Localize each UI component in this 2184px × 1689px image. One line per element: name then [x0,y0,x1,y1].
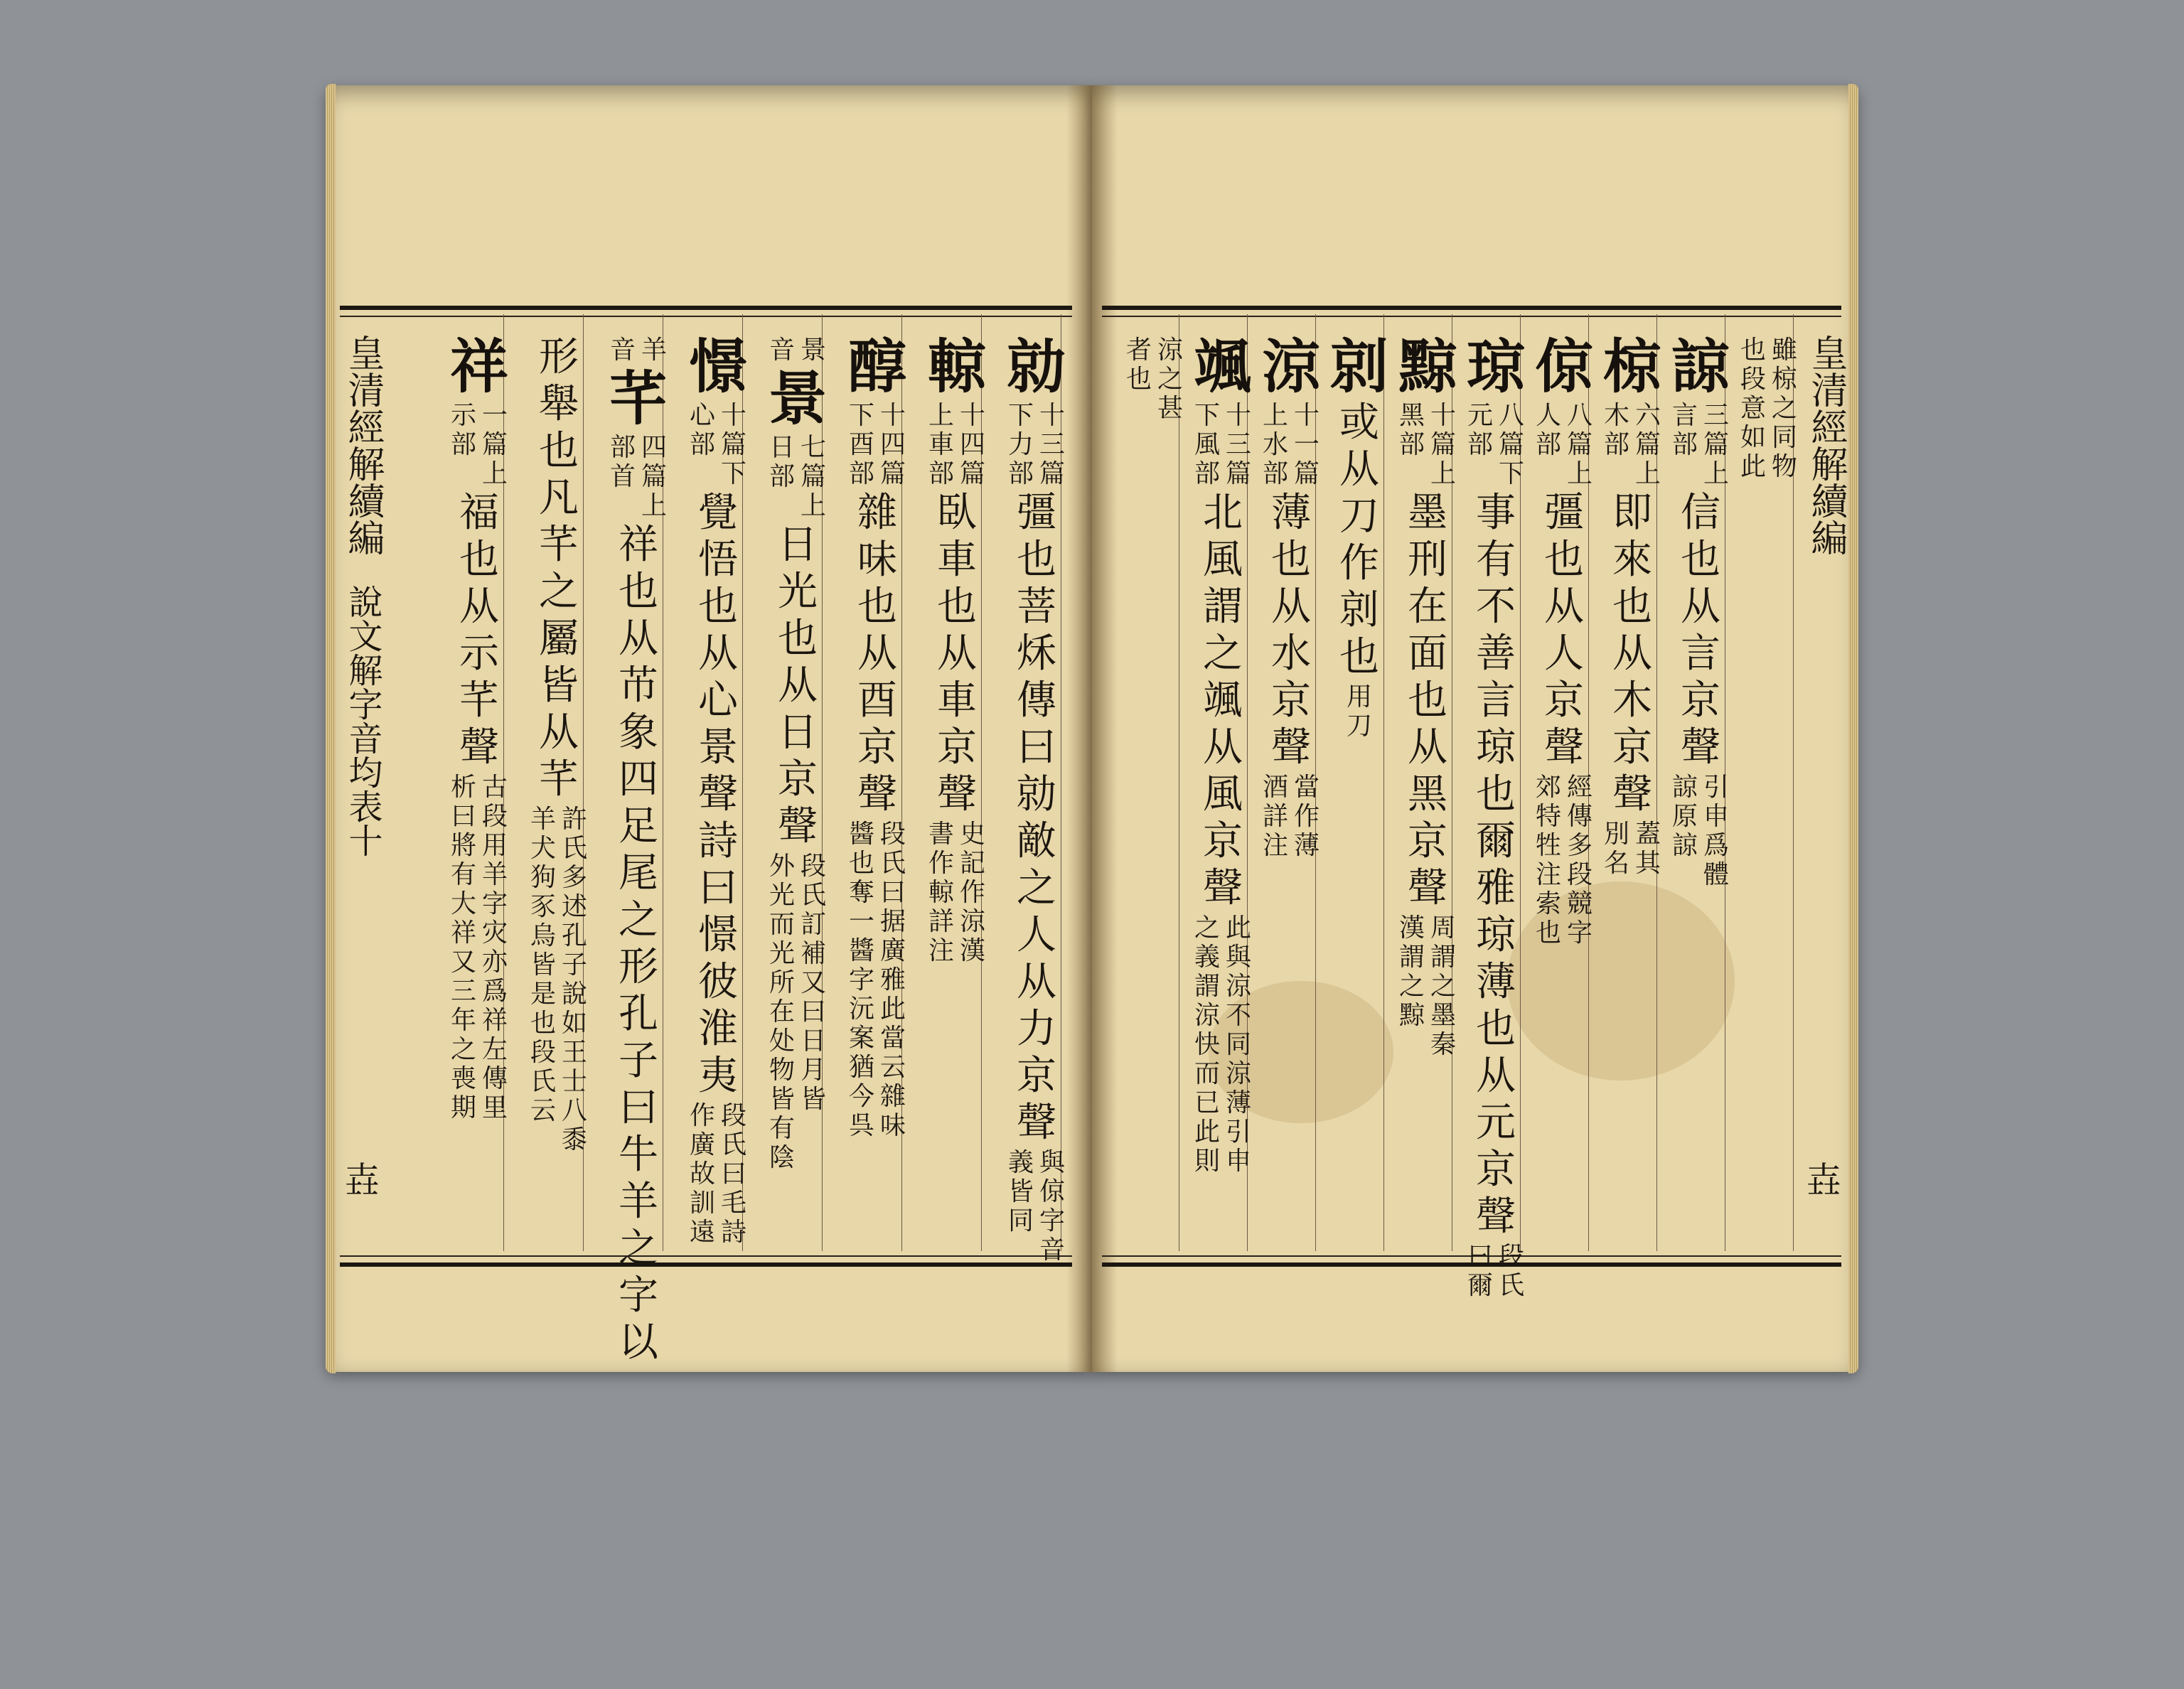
annotation-line: 涼之甚 [1157,336,1183,423]
annotation [609,336,668,365]
annotation [1007,401,1066,488]
left-running-head [343,334,382,857]
annotation-line: 蓋其 [1634,820,1661,878]
left-fore-edge [326,84,336,1373]
entry-character: 涼 [1261,333,1320,401]
entry-character: 醇 [847,333,906,401]
annotation [1261,401,1321,488]
entry-character: 勍 [1007,333,1066,401]
entry-definition: 墨刑在面也从黑京聲 [1408,490,1447,911]
right-running-head [1806,334,1846,556]
text-column [529,334,589,1251]
annotation [847,401,907,488]
text-column [927,334,987,1251]
annotation-line: 下力部 [1007,401,1034,488]
annotation [449,773,509,1122]
entry-definition: 形舉也凡芊之屬皆从芊 [539,334,579,803]
running-head-text: 皇清經解續編 [341,334,384,556]
entry-character: 倞 [1534,333,1593,401]
annotation-line: 十篇下 [720,401,746,488]
annotation-line: 外光而光所在处物皆有陰 [769,852,795,1172]
text-column [1398,334,1457,1251]
entry-character: 剠 [1329,333,1388,401]
annotation [688,1101,748,1247]
entry-definition: 臥車也从車京聲 [937,490,977,817]
annotation-line: 元部 [1467,401,1493,459]
entry-character: 輬 [927,333,986,401]
entry-definition: 日光也从日京聲 [778,522,818,849]
entry-definition: 即來也从木京聲 [1612,490,1652,817]
annotation-line: 諒原諒 [1671,773,1698,860]
annotation-line: 此與涼不同涼薄引申 [1225,913,1251,1176]
entry-definition: 事有不善言琼也爾雅琼薄也从元京聲 [1476,490,1516,1240]
entry-character: 景 [768,365,827,433]
annotation-line: 黑部 [1398,401,1425,459]
annotation [1671,401,1730,488]
annotation-line: 引申爲體 [1703,773,1729,889]
entry-definition: 薄也从水京聲 [1271,490,1311,771]
annotation-line: 景 [800,336,826,365]
annotation-line: 人部 [1535,401,1561,459]
entry-character: 椋 [1602,333,1661,401]
annotation [927,820,987,965]
annotation [1007,1148,1066,1265]
annotation [609,433,668,520]
annotation-line: 木部 [1603,401,1629,459]
text-column [1602,334,1662,1251]
annotation-line: 羊犬狗豕烏皆是也段氏云 [530,805,556,1125]
annotation-line: 日部 [769,433,795,491]
annotation [1193,401,1253,488]
text-column [688,334,748,1251]
annotation-line: 段氏曰毛詩 [720,1101,746,1247]
annotation-line: 醬也奪一醬字沅案猶今呉 [848,820,874,1140]
annotation-line: 古段用羊字灾亦爲祥左傳里 [481,773,508,1122]
annotation [1398,401,1457,488]
right-folio: 壵 [1806,1159,1841,1201]
entry-definition: 福也从示芊聲 [459,490,499,771]
text-column [1261,334,1321,1251]
annotation-line: 當作薄 [1293,773,1320,860]
annotation-line: 十三篇 [1225,401,1251,488]
annotation-line: 析曰將有大祥又三年之喪期 [450,773,476,1122]
annotation [847,820,907,1140]
annotation-line: 與倞字音 [1039,1148,1065,1265]
annotation [529,805,589,1154]
annotation-line: 用刀 [1346,682,1372,741]
annotation-line: 上車部 [928,401,954,488]
annotation-line: 七篇上 [800,433,826,520]
annotation [1602,401,1662,488]
annotation [768,433,828,520]
annotation-line: 言部 [1671,401,1698,459]
text-column [449,334,509,1251]
annotation-line: 作廣故訓遠 [689,1101,715,1247]
annotation-line: 別名 [1603,820,1629,878]
annotation-line: 部首 [609,433,636,491]
text-column [1329,334,1389,1251]
annotation-line: 六篇上 [1634,401,1661,488]
annotation-line: 漢謂之黥 [1398,913,1425,1030]
entry-character: 祥 [449,333,508,401]
text-column [1671,334,1730,1251]
annotation-line: 下風部 [1194,401,1220,488]
annotation [1739,336,1799,481]
text-column [1466,333,1526,1300]
interlinear-annotation [1209,698,1237,1689]
annotation-line: 音 [769,336,795,365]
text-column [609,334,668,1366]
annotation-line: 雖椋之同物 [1771,336,1797,481]
annotation-line: 十篇上 [1430,401,1456,488]
annotation-line: 也段意如此 [1740,336,1766,481]
annotation-line: 上水部 [1262,401,1288,488]
annotation [1466,1242,1526,1300]
entry-definition: 北風謂之颯从風京聲 [1203,490,1243,911]
annotation [1671,773,1730,889]
right-fore-edge [1848,84,1858,1373]
annotation [1534,401,1594,488]
annotation-line: 者也 [1125,336,1152,394]
annotation-line: 示部 [450,401,476,459]
annotation-line: 曰爾 [1467,1242,1493,1300]
entry-definition: 雜味也从酉京聲 [857,490,897,817]
annotation-line: 十一篇 [1293,401,1320,488]
annotation-line: 十三篇 [1039,401,1065,488]
annotation-line: 段氏訂補又曰日月皆 [800,852,826,1114]
annotation-line: 周謂之墨秦 [1430,913,1456,1059]
entry-definition: 祥也从芇象四足尾之形孔子曰牛羊之字以 [619,522,658,1366]
entry-character: 黥 [1398,333,1457,401]
annotation [768,336,828,365]
annotation-line: 心部 [689,401,715,459]
section-title: 說文解字音均表十 [343,584,382,857]
entry-character: 琼 [1466,333,1525,401]
annotation-line: 羊 [641,336,667,365]
annotation-line: 四篇上 [641,433,667,520]
annotation-line: 一篇上 [481,401,508,488]
entry-definition: 彊也从人京聲 [1544,490,1584,771]
entry-character: 憬 [688,333,747,401]
text-column [1739,334,1799,1251]
left-folio: 壵 [344,1159,380,1201]
annotation-line: 三篇上 [1703,401,1729,488]
annotation-line: 義皆同 [1007,1148,1034,1235]
annotation [688,401,748,488]
annotation [449,401,509,488]
annotation [1602,820,1662,878]
text-column [1007,333,1066,1265]
text-column [768,334,828,1251]
annotation-line: 書作輬詳注 [928,820,954,965]
annotation-line: 許氏多述孔子說如王士八黍 [561,805,587,1154]
annotation-line: 音 [609,336,636,365]
annotation-line: 段氏 [1498,1242,1524,1300]
annotation-line: 八篇上 [1566,401,1592,488]
annotation-line: 十四篇 [959,401,985,488]
entry-character: 颯 [1193,333,1252,401]
entry-character: 諒 [1671,333,1730,401]
annotation-line: 經傳多段競字 [1566,773,1592,948]
annotation-line: 段氏曰据廣雅此當云雜味 [879,820,906,1140]
annotation-line: 酒詳注 [1262,773,1288,860]
annotation-line: 八篇下 [1498,401,1524,488]
entry-definition: 或从刀作剠也 [1339,400,1379,680]
annotation [1261,773,1321,860]
annotation-line: 之義謂涼快而已此則 [1194,913,1220,1176]
entry-definition: 彊也菩秌傳曰勍敵之人从力京聲 [1017,490,1056,1146]
annotation [1398,913,1457,1059]
annotation [1125,336,1184,423]
annotation-line: 郊特牲注索也 [1535,773,1561,948]
annotation-line: 十四篇 [879,401,906,488]
annotation-line: 史記作涼漢 [959,820,985,965]
annotation [1466,401,1526,488]
annotation [768,852,828,1172]
entry-definition: 覺悟也从心景聲詩曰憬彼淮夷 [698,490,738,1099]
text-column [1125,334,1184,1251]
annotation [1345,682,1374,741]
annotation-line: 下酉部 [848,401,874,488]
text-column [1534,334,1594,1251]
running-head-text: 皇清經解續編 [1804,334,1847,556]
annotation [927,401,987,488]
annotation [1534,773,1594,948]
entry-character: 芊 [609,365,668,433]
entry-definition: 信也从言京聲 [1681,490,1720,771]
text-column [847,334,907,1251]
